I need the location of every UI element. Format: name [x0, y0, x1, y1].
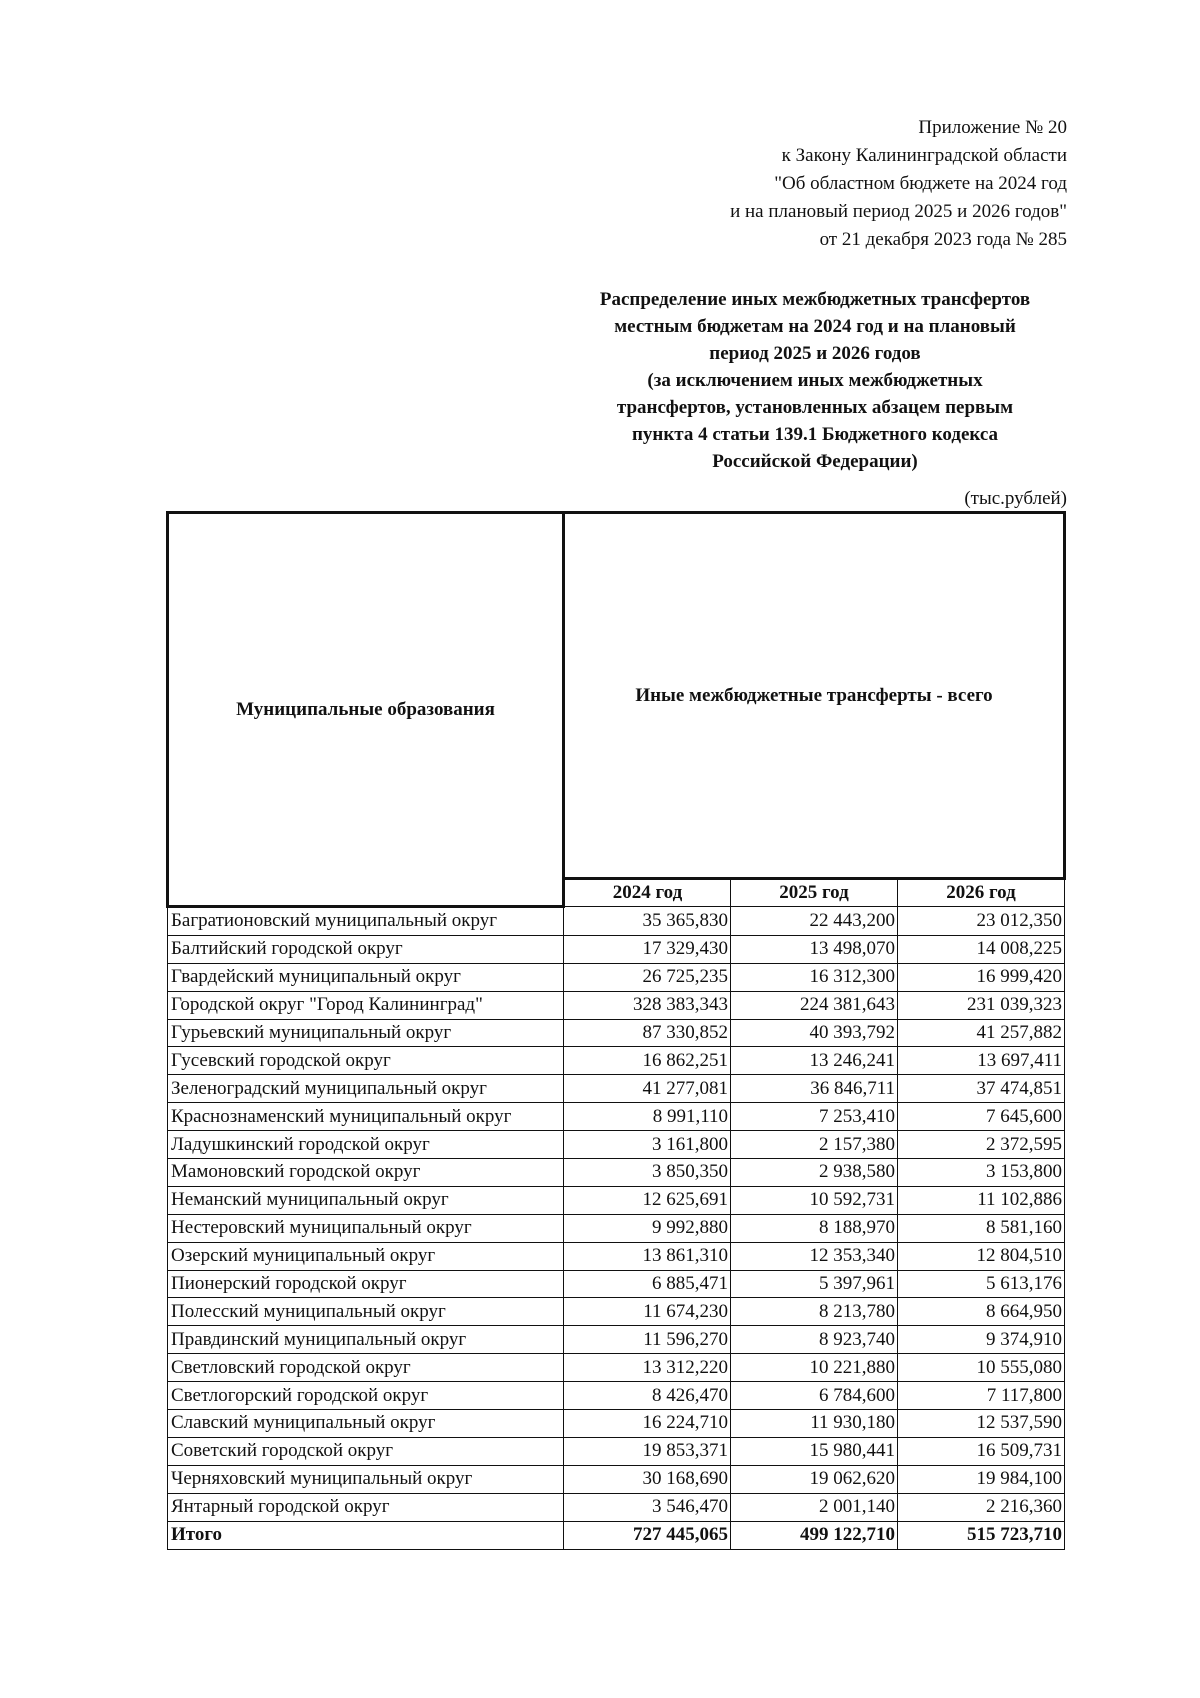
- municipality-name: Городской округ "Город Калининград": [168, 991, 564, 1019]
- value-2026: 231 039,323: [898, 991, 1065, 1019]
- value-2026: 41 257,882: [898, 1019, 1065, 1047]
- municipality-name: Озерский муниципальный округ: [168, 1242, 564, 1270]
- value-2026: 10 555,080: [898, 1354, 1065, 1382]
- value-2025: 7 253,410: [731, 1103, 898, 1131]
- value-2025: 16 312,300: [731, 963, 898, 991]
- appendix-header: [730, 114, 1067, 254]
- municipality-name: Гусевский городской округ: [168, 1047, 564, 1075]
- municipality-name: Советский городской округ: [168, 1437, 564, 1465]
- value-2026: 19 984,100: [898, 1465, 1065, 1493]
- appendix-law: к Закону Калининградской области: [781, 145, 1067, 166]
- value-2025: 19 062,620: [731, 1465, 898, 1493]
- value-2025: 2 001,140: [731, 1493, 898, 1521]
- municipality-name: Балтийский городской округ: [168, 935, 564, 963]
- document-title: Распределение иных межбюджетных трансфертов местным бюджетам на 2024 год и на плановый период 2025 и 2026 годов (за исключением иных межбюджетных трансфертов, установленных абзацем первым пункта 4 статьи 139.1 Бюджетного кодекса Российской Федерации): [599, 289, 1031, 472]
- table-row: [168, 963, 1065, 991]
- table-row: [168, 1465, 1065, 1493]
- municipality-name: Янтарный городской округ: [168, 1493, 564, 1521]
- value-2025: 22 443,200: [731, 907, 898, 936]
- value-2025: 10 592,731: [731, 1186, 898, 1214]
- municipality-name: Зеленоградский муниципальный округ: [168, 1075, 564, 1103]
- municipality-name: Краснознаменский муниципальный округ: [168, 1103, 564, 1131]
- value-2026: 9 374,910: [898, 1326, 1065, 1354]
- value-2025: 8 213,780: [731, 1298, 898, 1326]
- municipality-name: Неманский муниципальный округ: [168, 1186, 564, 1214]
- total-row: [168, 1521, 1065, 1549]
- municipality-name: Багратионовский муниципальный округ: [168, 907, 564, 936]
- appendix-law-title: "Об областном бюджете на 2024 год: [774, 173, 1067, 194]
- total-label: Итого: [168, 1521, 564, 1549]
- municipality-name: Славский муниципальный округ: [168, 1410, 564, 1438]
- total-2025: 499 122,710: [731, 1521, 898, 1549]
- municipality-name: Гурьевский муниципальный округ: [168, 1019, 564, 1047]
- table-row: [168, 1186, 1065, 1214]
- value-2026: 12 804,510: [898, 1242, 1065, 1270]
- header-year-2026: 2026 год: [898, 879, 1065, 907]
- value-2024: 87 330,852: [564, 1019, 731, 1047]
- table-row: [168, 1159, 1065, 1187]
- value-2024: 11 674,230: [564, 1298, 731, 1326]
- header-year-2025: 2025 год: [731, 879, 898, 907]
- municipality-name: Полесский муниципальный округ: [168, 1298, 564, 1326]
- table-row: [168, 1326, 1065, 1354]
- value-2025: 224 381,643: [731, 991, 898, 1019]
- value-2025: 36 846,711: [731, 1075, 898, 1103]
- value-2024: 41 277,081: [564, 1075, 731, 1103]
- value-2026: 2 216,360: [898, 1493, 1065, 1521]
- value-2024: 30 168,690: [564, 1465, 731, 1493]
- value-2025: 2 938,580: [731, 1159, 898, 1187]
- value-2024: 17 329,430: [564, 935, 731, 963]
- value-2024: 19 853,371: [564, 1437, 731, 1465]
- appendix-date: от 21 декабря 2023 года № 285: [819, 229, 1067, 250]
- value-2026: 16 999,420: [898, 963, 1065, 991]
- municipality-name: Гвардейский муниципальный округ: [168, 963, 564, 991]
- value-2024: 8 991,110: [564, 1103, 731, 1131]
- table-row: [168, 907, 1065, 936]
- header-municipalities: Муниципальные образования: [168, 513, 564, 907]
- value-2025: 10 221,880: [731, 1354, 898, 1382]
- value-2024: 3 850,350: [564, 1159, 731, 1187]
- value-2025: 8 188,970: [731, 1214, 898, 1242]
- value-2026: 23 012,350: [898, 907, 1065, 936]
- value-2024: 3 546,470: [564, 1493, 731, 1521]
- value-2025: 8 923,740: [731, 1326, 898, 1354]
- value-2025: 5 397,961: [731, 1270, 898, 1298]
- value-2025: 12 353,340: [731, 1242, 898, 1270]
- value-2025: 15 980,441: [731, 1437, 898, 1465]
- appendix-number: Приложение № 20: [918, 117, 1067, 138]
- table-row: [168, 1298, 1065, 1326]
- table-row: [168, 1047, 1065, 1075]
- value-2026: 2 372,595: [898, 1131, 1065, 1159]
- value-2025: 6 784,600: [731, 1382, 898, 1410]
- table-row: [168, 1214, 1065, 1242]
- value-2024: 11 596,270: [564, 1326, 731, 1354]
- value-2024: 9 992,880: [564, 1214, 731, 1242]
- value-2024: 16 862,251: [564, 1047, 731, 1075]
- value-2026: 37 474,851: [898, 1075, 1065, 1103]
- municipality-name: Светловский городской округ: [168, 1354, 564, 1382]
- total-2024: 727 445,065: [564, 1521, 731, 1549]
- value-2026: 7 117,800: [898, 1382, 1065, 1410]
- value-2024: 35 365,830: [564, 907, 731, 936]
- table-row: [168, 991, 1065, 1019]
- value-2024: 3 161,800: [564, 1131, 731, 1159]
- table-row: [168, 1242, 1065, 1270]
- value-2025: 13 246,241: [731, 1047, 898, 1075]
- value-2025: 13 498,070: [731, 935, 898, 963]
- value-2026: 3 153,800: [898, 1159, 1065, 1187]
- transfers-table: [166, 511, 1066, 1550]
- table-row: [168, 1410, 1065, 1438]
- value-2026: 8 664,950: [898, 1298, 1065, 1326]
- value-2024: 6 885,471: [564, 1270, 731, 1298]
- header-year-2024: 2024 год: [564, 879, 731, 907]
- value-2024: 26 725,235: [564, 963, 731, 991]
- value-2026: 7 645,600: [898, 1103, 1065, 1131]
- value-2026: 16 509,731: [898, 1437, 1065, 1465]
- value-2026: 13 697,411: [898, 1047, 1065, 1075]
- municipality-name: Ладушкинский городской округ: [168, 1131, 564, 1159]
- value-2024: 13 861,310: [564, 1242, 731, 1270]
- municipality-name: Пионерский городской округ: [168, 1270, 564, 1298]
- table-row: [168, 1354, 1065, 1382]
- municipality-name: Правдинский муниципальный округ: [168, 1326, 564, 1354]
- table-row: [168, 1131, 1065, 1159]
- table-row: [168, 1103, 1065, 1131]
- units-label: (тыс.рублей): [964, 488, 1067, 509]
- value-2026: 12 537,590: [898, 1410, 1065, 1438]
- table-row: [168, 1382, 1065, 1410]
- table-row: [168, 1019, 1065, 1047]
- total-2026: 515 723,710: [898, 1521, 1065, 1549]
- table-row: [168, 1270, 1065, 1298]
- value-2024: 8 426,470: [564, 1382, 731, 1410]
- municipality-name: Светлогорский городской округ: [168, 1382, 564, 1410]
- appendix-law-title-cont: и на плановый период 2025 и 2026 годов": [730, 201, 1067, 222]
- table-row: [168, 1075, 1065, 1103]
- value-2025: 11 930,180: [731, 1410, 898, 1438]
- header-transfers-total: Иные межбюджетные трансферты - всего: [564, 513, 1065, 879]
- value-2026: 14 008,225: [898, 935, 1065, 963]
- value-2025: 2 157,380: [731, 1131, 898, 1159]
- table-row: [168, 1493, 1065, 1521]
- table-row: [168, 1437, 1065, 1465]
- value-2024: 16 224,710: [564, 1410, 731, 1438]
- value-2026: 5 613,176: [898, 1270, 1065, 1298]
- value-2024: 328 383,343: [564, 991, 731, 1019]
- value-2026: 8 581,160: [898, 1214, 1065, 1242]
- municipality-name: Нестеровский муниципальный округ: [168, 1214, 564, 1242]
- value-2024: 13 312,220: [564, 1354, 731, 1382]
- municipality-name: Черняховский муниципальный округ: [168, 1465, 564, 1493]
- value-2024: 12 625,691: [564, 1186, 731, 1214]
- table-row: [168, 935, 1065, 963]
- value-2026: 11 102,886: [898, 1186, 1065, 1214]
- value-2025: 40 393,792: [731, 1019, 898, 1047]
- municipality-name: Мамоновский городской округ: [168, 1159, 564, 1187]
